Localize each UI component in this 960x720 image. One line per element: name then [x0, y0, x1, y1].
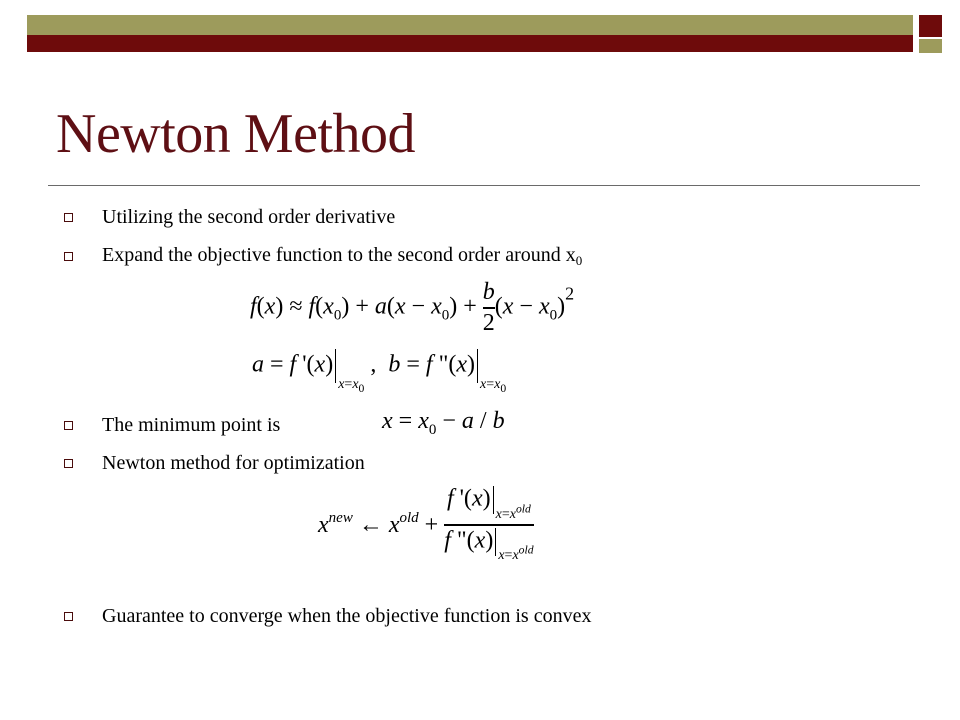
square-bullet-icon	[64, 459, 73, 468]
square-bullet-icon	[64, 421, 73, 430]
coefficient-definitions-equation: a = f '$(x)_{x=x_0}$ , b = f "$(x)_{x=x_0}$	[252, 349, 506, 394]
slide-title: Newton Method	[56, 103, 416, 165]
newton-update-equation: $x^{new}$ ← $x^{old}$ + $\frac{f '(x)_{x=x^{old}}}{f "(x)_{x=x^{old}}}$	[318, 485, 534, 564]
bullet-item	[64, 453, 365, 473]
bullet-text: The minimum point is	[102, 414, 281, 436]
taylor-expansion-equation: $f(x) \approx f(x_0) + a(x - x_0)$ + $\frac{b}{2}$ $(x - x_0)^2$	[250, 279, 575, 336]
newton-update-fraction: $\frac{f '(x)_{x=x^{old}}}{f "(x)_{x=x^{old}}}$	[444, 485, 534, 564]
corner-square-olive	[919, 39, 942, 53]
bullet-text: Newton method for optimization	[102, 452, 365, 474]
bullet-item	[64, 415, 280, 435]
square-bullet-icon	[64, 213, 73, 222]
corner-square-maroon	[919, 15, 942, 37]
header-bar-maroon	[27, 35, 913, 52]
bullet-text: Guarantee to converge when the objective function is convex	[102, 605, 592, 627]
bullet-item	[64, 606, 591, 626]
bullet-text: Utilizing the second order derivative	[102, 206, 396, 228]
title-divider	[48, 185, 920, 186]
square-bullet-icon	[64, 612, 73, 621]
square-bullet-icon	[64, 252, 73, 261]
header-bar-olive	[27, 15, 913, 35]
bullet-item	[64, 245, 582, 267]
minimum-point-equation: $x = x_0 - a / b$	[382, 408, 505, 438]
bullet-item	[64, 207, 395, 227]
bullet-text: Expand the objective function to the second order around $x_0$	[102, 244, 583, 268]
